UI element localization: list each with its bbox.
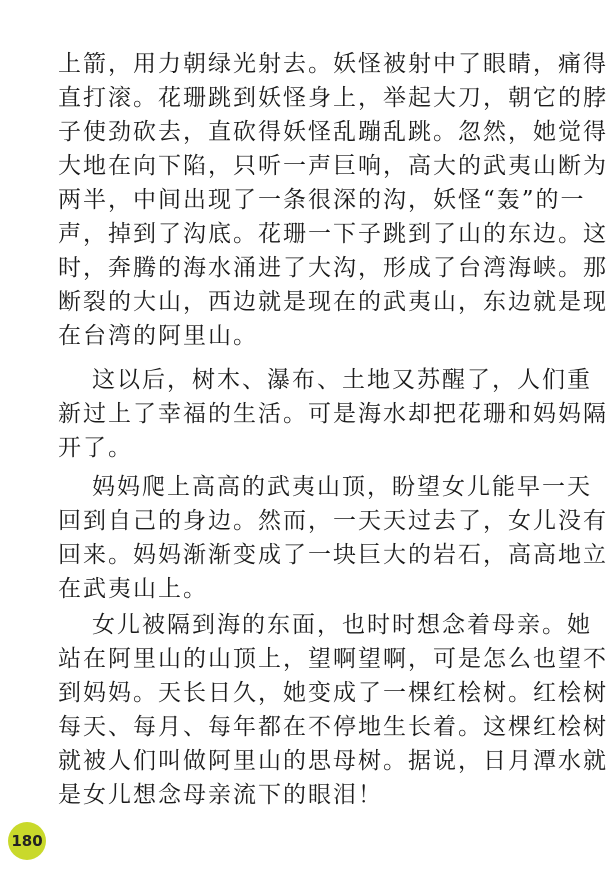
text-line: 在台湾的阿里山。 xyxy=(58,323,258,349)
text-line: 就被人们叫做阿里山的思母树。据说，日月潭水就 xyxy=(58,748,608,774)
paragraph-3 xyxy=(58,470,608,606)
text-line: 两半，中间出现了一条很深的沟，妖怪“轰”的一 xyxy=(58,187,586,213)
text-line: 妈妈爬上高高的武夷山顶，盼望女儿能早一天 xyxy=(92,474,592,500)
text-line: 声，掉到了沟底。花珊一下子跳到了山的东边。这 xyxy=(58,221,608,247)
text-line: 是女儿想念母亲流下的眼泪！ xyxy=(58,782,383,808)
text-line: 时，奔腾的海水涌进了大沟，形成了台湾海峡。那 xyxy=(58,255,608,281)
text-line: 到妈妈。天长日久，她变成了一棵红桧树。红桧树 xyxy=(58,680,608,706)
text-line: 回到自己的身边。然而，一天天过去了，女儿没有 xyxy=(58,508,608,534)
text-line: 站在阿里山的山顶上，望啊望啊，可是怎么也望不 xyxy=(58,646,608,672)
text-line: 上箭，用力朝绿光射去。妖怪被射中了眼睛，痛得 xyxy=(58,51,608,77)
paragraph-4 xyxy=(58,608,608,812)
text-line: 这以后，树木、瀑布、土地又苏醒了，人们重 xyxy=(92,367,592,393)
text-line: 断裂的大山，西边就是现在的武夷山，东边就是现 xyxy=(58,289,608,315)
text-line: 子使劲砍去，直砍得妖怪乱蹦乱跳。忽然，她觉得 xyxy=(58,119,608,145)
text-line: 回来。妈妈渐渐变成了一块巨大的岩石，高高地立 xyxy=(58,542,608,568)
text-line: 女儿被隔到海的东面，也时时想念着母亲。她 xyxy=(92,612,592,638)
text-line: 新过上了幸福的生活。可是海水却把花珊和妈妈隔 xyxy=(58,401,608,427)
text-line: 在武夷山上。 xyxy=(58,576,208,602)
text-line: 大地在向下陷，只听一声巨响，高大的武夷山断为 xyxy=(58,153,608,179)
text-line: 每天、每月、每年都在不停地生长着。这棵红桧树 xyxy=(58,714,608,740)
paragraph-2 xyxy=(58,363,608,465)
page-number: 180 xyxy=(11,832,43,850)
text-line: 开了。 xyxy=(58,435,133,461)
text-line: 直打滚。花珊跳到妖怪身上，举起大刀，朝它的脖 xyxy=(58,85,608,111)
paragraph-1 xyxy=(58,47,608,353)
page-number-badge xyxy=(8,822,46,860)
